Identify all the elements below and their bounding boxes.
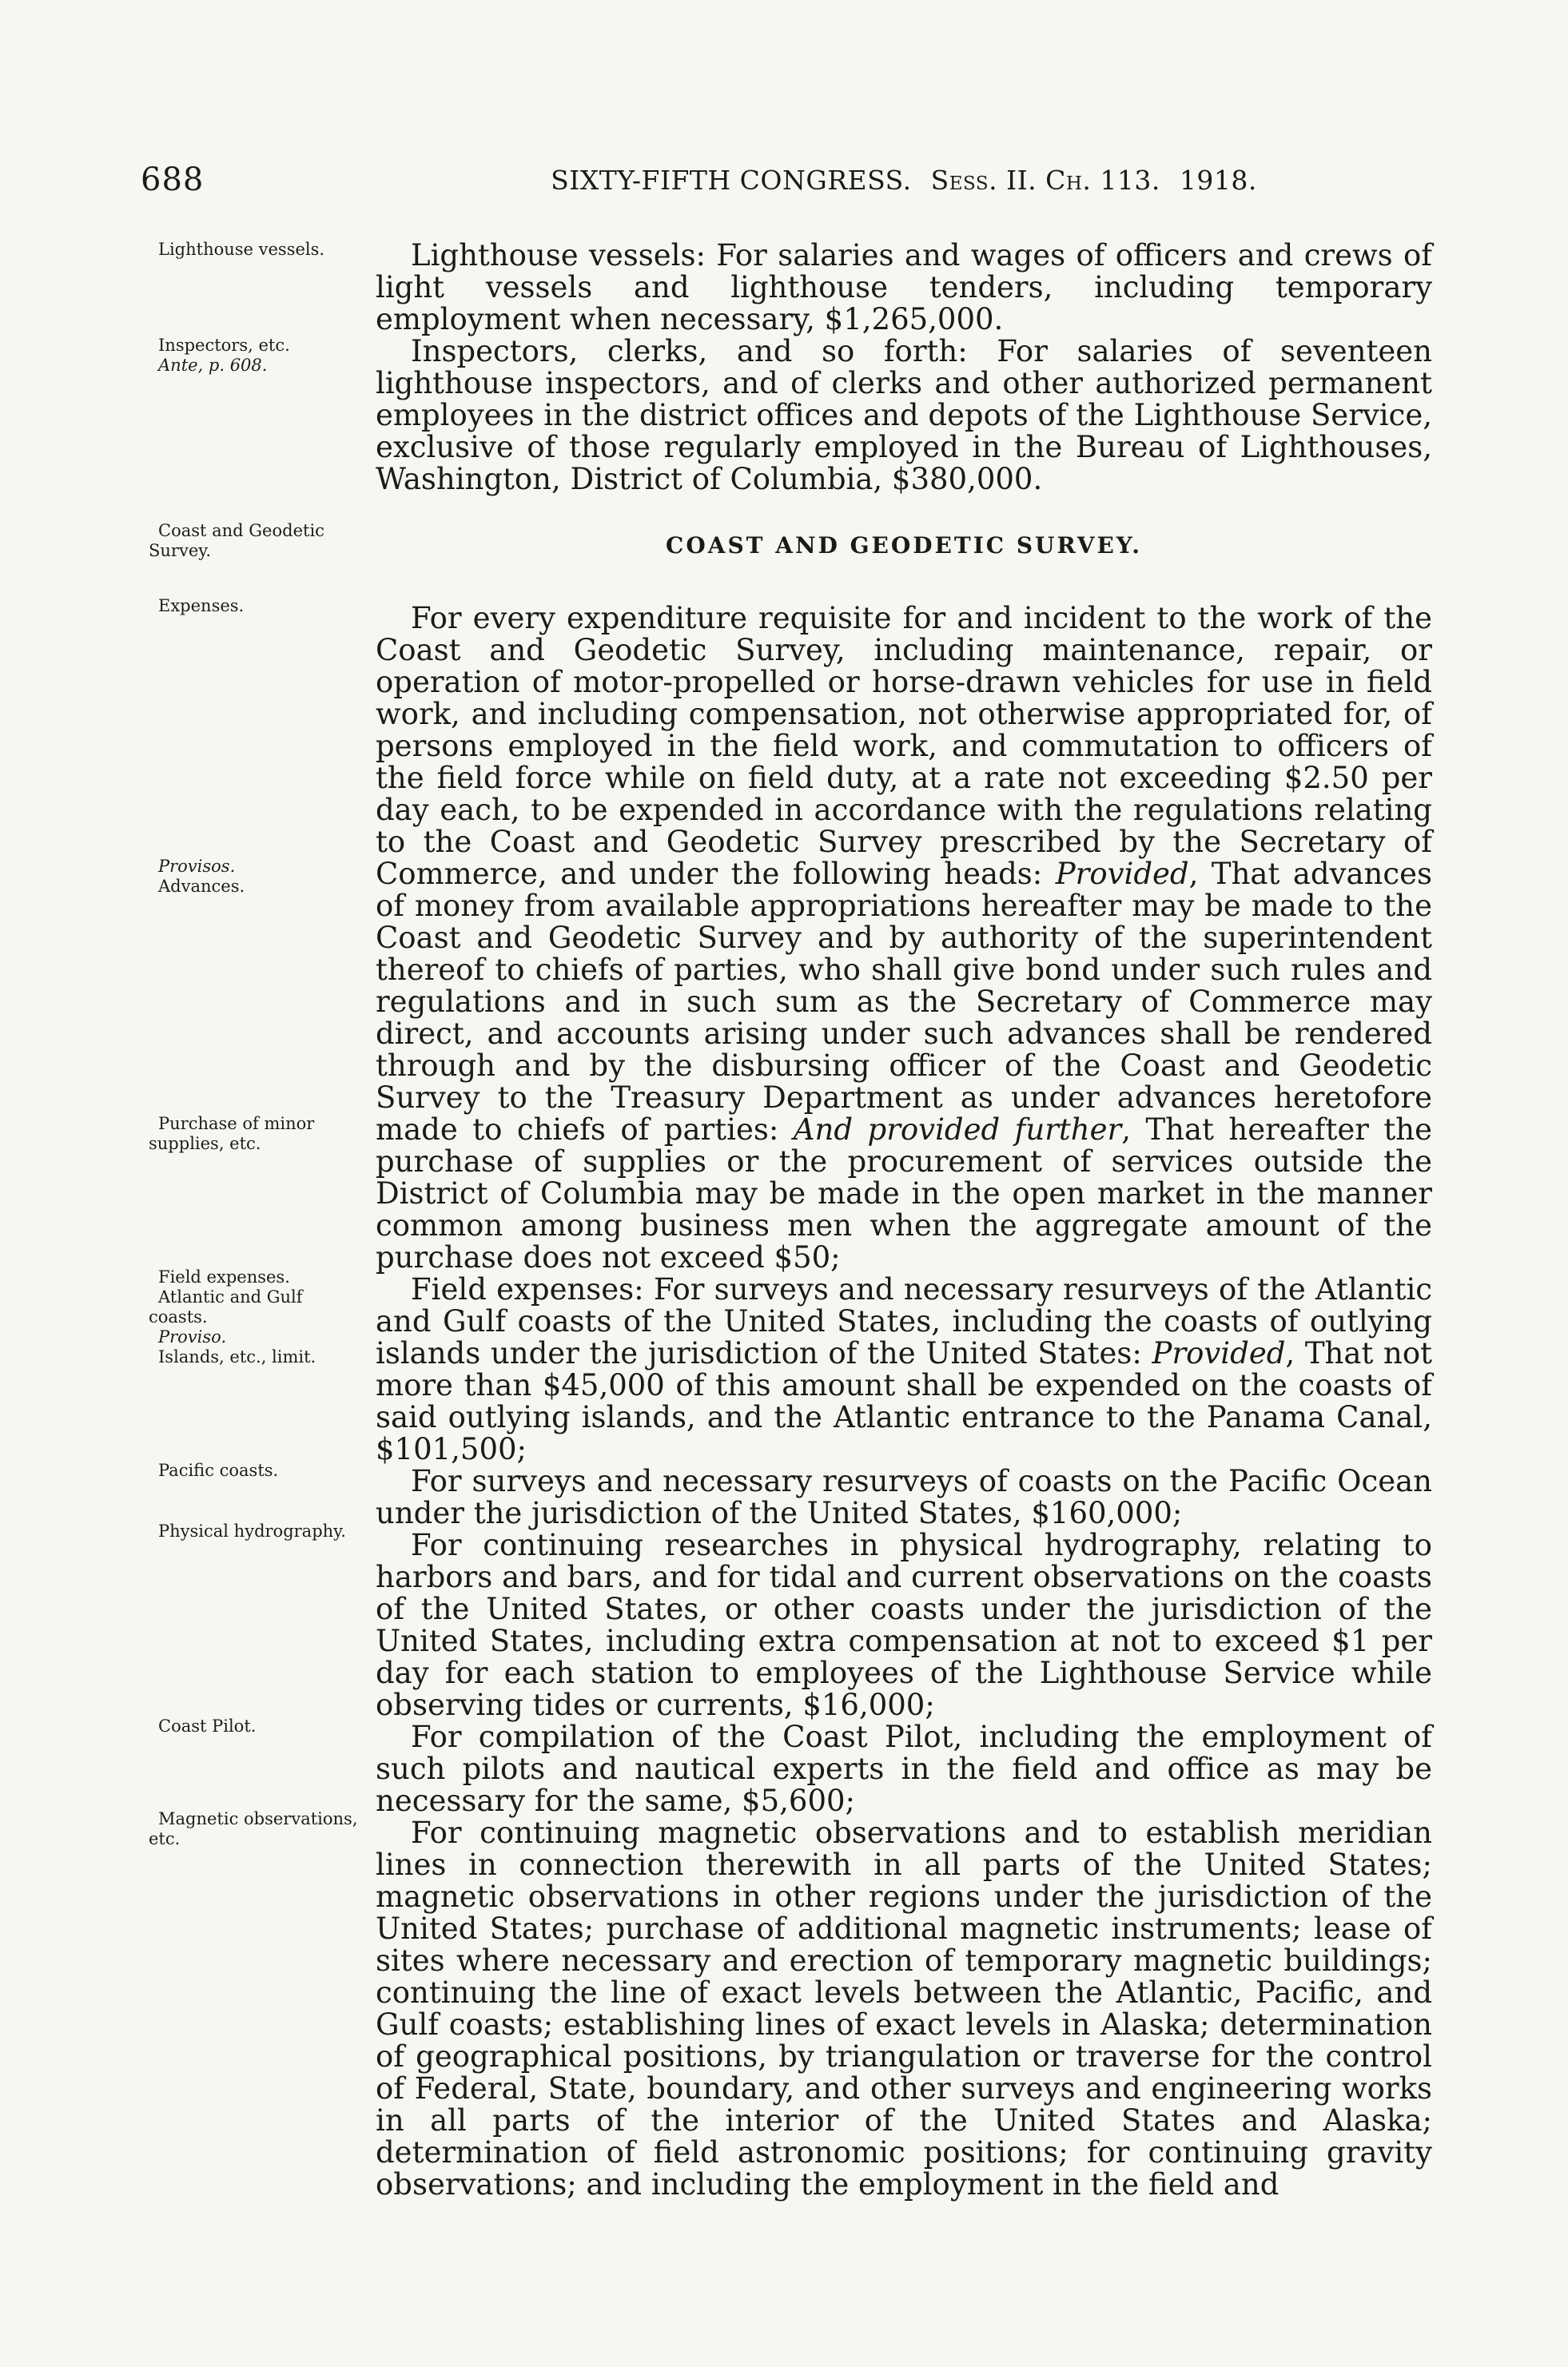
- sidenote-inspectors-ante: Inspectors, etc. Ante, p. 608.: [158, 336, 290, 375]
- sidenote-coast-geodetic-survey: Coast and Geodetic Survey.: [149, 521, 324, 560]
- sidenote-coast-pilot: Coast Pilot.: [158, 1717, 257, 1736]
- sidenote-physical-hydrography: Physical hydrography.: [158, 1522, 346, 1541]
- paragraph-lighthouse-vessels: Lighthouse vessels: For salaries and wages of officers and crews of light vessels and lighthouse tenders, including temporary employment when necessary, $1,265,000.: [376, 238, 1432, 336]
- running-header-year: 1918.: [1179, 165, 1257, 196]
- running-header-citation: Sess. II. Ch. 113.: [930, 165, 1160, 196]
- page-number: 688: [141, 161, 205, 198]
- paragraph-coast-pilot: For compilation of the Coast Pilot, including the employment of such pilots and nautical experts in the field and office as may be necessary for the same, $5,600;: [376, 1720, 1432, 1818]
- sidenote-pacific-coasts: Pacific coasts.: [158, 1461, 279, 1480]
- paragraph-pacific-surveys: For surveys and necessary resurveys of coasts on the Pacific Ocean under the jurisdiction of the United States, $160,000;: [376, 1464, 1432, 1530]
- running-header-congress: SIXTY-FIFTH CONGRESS.: [551, 165, 912, 196]
- sidenote-purchase-minor-supplies: Purchase of minor supplies, etc.: [149, 1114, 315, 1153]
- paragraph-expenses: For every expenditure requisite for and incident to the work of the Coast and Geodetic Survey, including maintenance, repair, or operation of motor-propelled or horse-drawn vehicles for use in field work, and including compensation, not otherwise appropriated for, of persons employed in the field work, and commutation to officers of the field force while on field duty, at a rate not exceeding $2.50 per day each, to be expended in accordance with the regulations relating to the Coast and Geodetic Survey prescribed by the Secretary of Commerce, and under the following heads: Provided, That advances of money from available appropriations hereafter may be made to the Coast and Geodetic Survey and by authority of the superintendent thereof to chiefs of parties, who shall give bond under such rules and regulations and in such sum as the Secretary of Commerce may direct, and accounts arising under such advances shall be rendered through and by the disbursing officer of the Coast and Geodetic Survey to the Treasury Department as under advances heretofore made to chiefs of parties: And provided further, That hereafter the purchase of supplies or the procurement of services outside the District of Columbia may be made in the open market in the manner common among business men when the aggregate amount of the purchase does not exceed $50;: [376, 601, 1433, 1275]
- sidenote-magnetic-observations: Magnetic observations, etc.: [149, 1809, 358, 1848]
- paragraph-magnetic-observations: For continuing magnetic observations and to establish meridian lines in connection therewith in all parts of the United States; magnetic observations in other regions under the jurisdiction of the United States; purchase of additional magnetic instruments; lease of sites where necessary and erection of temporary magnetic buildings; continuing the line of exact levels between the Atlantic, Pacific, and Gulf coasts; establishing lines of exact levels in Alaska; determination of geographical positions, by triangulation or traverse for the control of Federal, State, boundary, and other surveys and engineering works in all parts of the interior of the United States and Alaska; determination of field astronomic positions; for continuing gravity observations; and including the employment in the field and: [376, 1816, 1432, 2202]
- body-text-column: [376, 240, 1432, 2201]
- running-header: [376, 165, 1432, 196]
- sidenote-field-expenses: Field expenses. Atlantic and Gulf coasts. Proviso. Islands, etc., limit.: [149, 1267, 316, 1366]
- sidenote-expenses: Expenses.: [158, 596, 245, 615]
- sidenote-provisos-advances: Provisos. Advances.: [158, 857, 245, 896]
- section-heading-coast-geodetic-survey: COAST AND GEODETIC SURVEY.: [666, 532, 1142, 559]
- paragraph-physical-hydrography: For continuing researches in physical hydrography, relating to harbors and bars, and for tidal and current observations on the coasts of the United States, or other coasts under the jurisdiction of the United States, including extra compensation at not to exceed $1 per day for each station to employees of the Lighthouse Service while observing tides or currents, $16,000;: [376, 1528, 1432, 1722]
- paragraph-inspectors-clerks: Inspectors, clerks, and so forth: For salaries of seventeen lighthouse inspectors, and of clerks and other authorized permanent employees in the district offices and depots of the Lighthouse Service, exclusive of those regularly employed in the Bureau of Lighthouses, Washington, District of Columbia, $380,000.: [376, 334, 1433, 496]
- sidenote-lighthouse-vessels: Lighthouse vessels.: [158, 240, 325, 259]
- paragraph-field-expenses: Field expenses: For surveys and necessary resurveys of the Atlantic and Gulf coasts of the United States, including the coasts of outlying islands under the jurisdiction of the United States: Provided, That not more than $45,000 of this amount shall be expended on the coasts of said outlying islands, and the Atlantic entrance to the Panama Canal, $101,500;: [376, 1272, 1432, 1466]
